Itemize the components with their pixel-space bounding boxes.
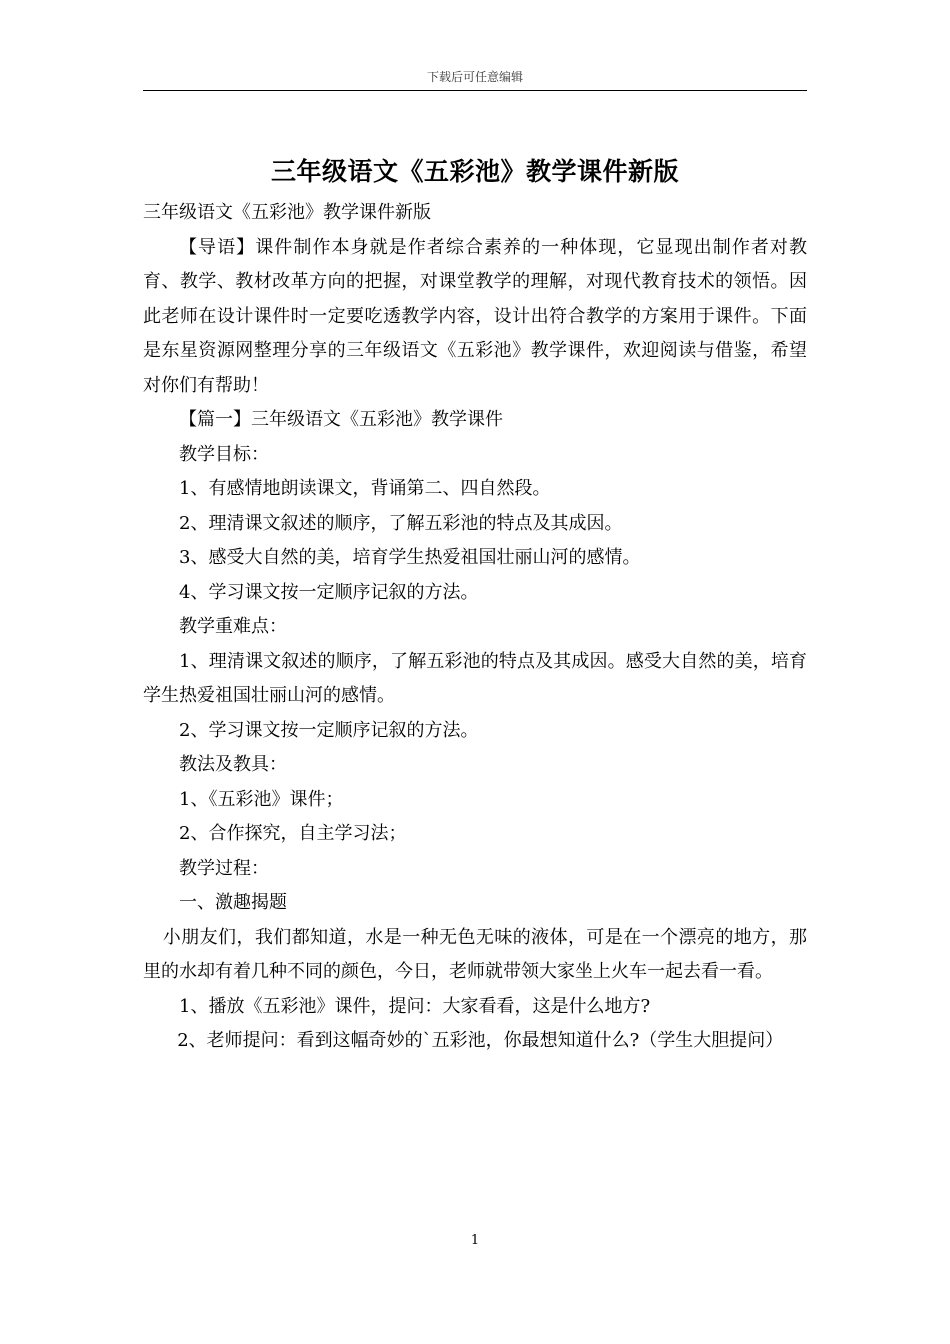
process-step-heading: 一、激趣揭题	[179, 892, 287, 913]
process-paragraph: 小朋友们，我们都知道，水是一种无色无味的液体，可是在一个漂亮的地方，那里的水却有着几种不同的颜色，今日，老师就带领大家坐上火车一起去看一看。	[143, 926, 807, 982]
key-points-heading: 教学重难点：	[179, 616, 287, 637]
objective-item: 4、学习课文按一定顺序记叙的方法。	[179, 581, 479, 603]
page-header: 下载后可任意编辑	[426, 70, 523, 84]
intro-paragraph: 【导语】课件制作本身就是作者综合素养的一种体现，它显现出制作者对教育、教学、教材改革方向的把握，对课堂教学的理解，对现代教育技术的领悟。因此老师在设计课件时一定要吃透教学内容，设计出符合教学的方案用于课件。下面是东星资源网整理分享的三年级语文《五彩池》教学课件，欢迎阅读与借鉴，希望对你们有帮助！	[143, 236, 807, 396]
objective-item: 3、感受大自然的美，培育学生热爱祖国壮丽山河的感情。	[179, 547, 641, 568]
key-point-item: 2、学习课文按一定顺序记叙的方法。	[179, 719, 479, 741]
subtitle-paragraph: 三年级语文《五彩池》教学课件新版	[143, 202, 431, 223]
process-item: 1、播放《五彩池》课件，提问：大家看看，这是什么地方?	[179, 995, 651, 1017]
document-title: 三年级语文《五彩池》教学课件新版	[270, 157, 679, 186]
process-heading: 教学过程：	[179, 857, 269, 879]
document-body	[143, 196, 807, 1059]
section-heading: 【篇一】三年级语文《五彩池》教学课件	[179, 409, 503, 430]
method-item: 2、合作探究，自主学习法；	[179, 823, 407, 844]
page-number: 1	[470, 1233, 480, 1248]
objective-item: 1、有感情地朗读课文，背诵第二、四自然段。	[179, 478, 551, 499]
objective-item: 2、理清课文叙述的顺序，了解五彩池的特点及其成因。	[179, 512, 623, 534]
objectives-heading: 教学目标：	[179, 443, 269, 465]
key-point-item: 1、理清课文叙述的顺序，了解五彩池的特点及其成因。感受大自然的美，培育学生热爱祖国壮丽山河的感情。	[143, 650, 807, 706]
process-item: 2、老师提问：看到这幅奇妙的`五彩池，你最想知道什么?（学生大胆提问）	[177, 1030, 784, 1051]
methods-heading: 教法及教具：	[179, 754, 287, 775]
method-item: 1、《五彩池》课件；	[179, 788, 344, 810]
header-divider	[143, 90, 807, 91]
